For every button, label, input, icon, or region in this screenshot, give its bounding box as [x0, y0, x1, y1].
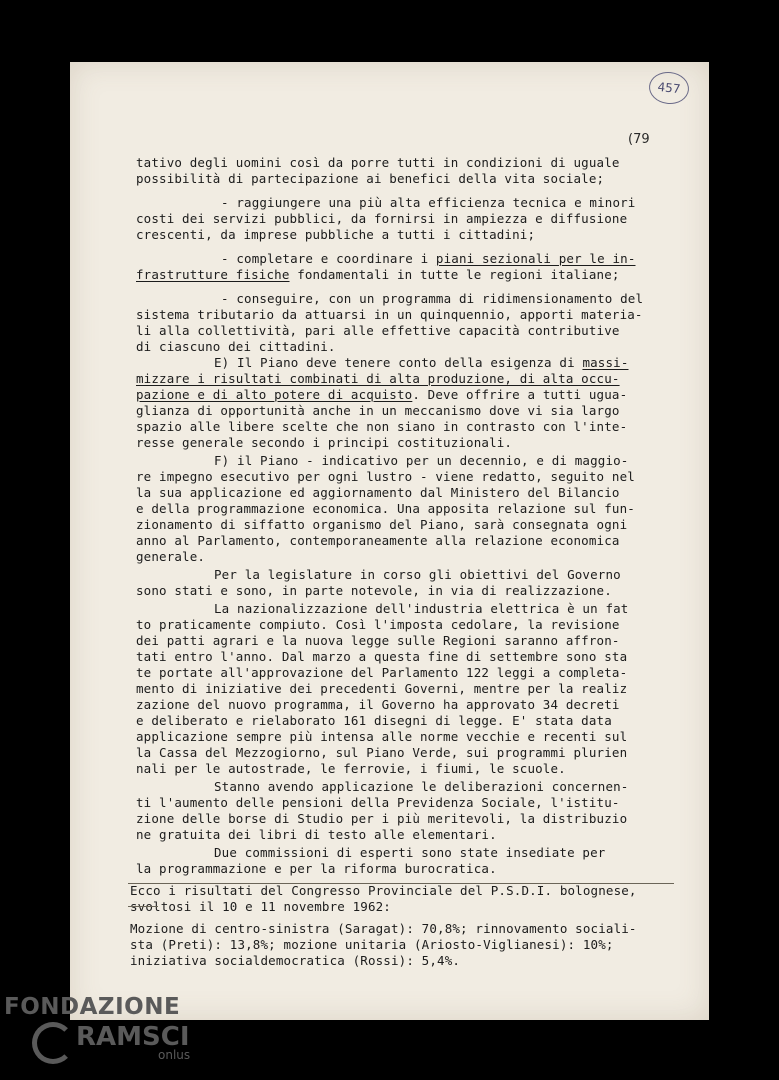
- logo-g-icon: [32, 1022, 74, 1064]
- underlined-phrase: frastrutture fisiche: [136, 267, 290, 282]
- page-number: (79: [628, 132, 650, 147]
- logo-text-gramsci: RAMSCI: [76, 1022, 190, 1052]
- text-line: - completare e coordinare i piani sezionali per le in-: [221, 251, 636, 266]
- text-line: resse generale secondo i principi costituzionali.: [136, 435, 513, 450]
- logo-text-onlus: onlus: [158, 1048, 191, 1062]
- text-line: Mozione di centro-sinistra (Saragat): 70,8%; rinnovamento sociali-: [130, 921, 637, 936]
- text-line: dei patti agrari e la nuova legge sulle Regioni saranno affron-: [136, 633, 620, 648]
- underlined-phrase: mizzare i risultati combinati di alta produzione, di alta occu-: [136, 371, 620, 386]
- text-line: nali per le autostrade, le ferrovie, i fiumi, le scuole.: [136, 761, 566, 776]
- text-line: tati entro l'anno. Dal marzo a questa fine di settembre sono sta: [136, 649, 628, 664]
- text-line: iniziativa socialdemocratica (Rossi): 5,4%.: [130, 953, 461, 968]
- text-line: la sua applicazione ed aggiornamento dal Ministero del Bilancio: [136, 485, 620, 500]
- text-line: e deliberato e rielaborato 161 disegni di legge. E' stata data: [136, 713, 612, 728]
- text-line: zionamento di siffatto organismo del Piano, sarà consegnata ogni: [136, 517, 628, 532]
- text-line: crescenti, da imprese pubbliche a tutti i cittadini;: [136, 227, 536, 242]
- text-line: generale.: [136, 549, 206, 564]
- logo-text-fondazione: FONDAZIONE: [4, 994, 181, 1020]
- text-line: Ecco i risultati del Congresso Provinciale del P.S.D.I. bolognese,: [130, 883, 637, 898]
- text-line: li alla collettività, pari alle effettive capacità contributive: [136, 323, 620, 338]
- archive-stamp: 457: [647, 70, 690, 106]
- underlined-phrase: piani sezionali per le in-: [435, 251, 636, 266]
- text-line: zione delle borse di Studio per i più meritevoli, la distribuzio: [136, 811, 628, 826]
- separator-line: [128, 883, 674, 884]
- text-line: la programmazione e per la riforma burocratica.: [136, 861, 497, 876]
- text-line: sta (Preti): 13,8%; mozione unitaria (Ariosto-Viglianesi): 10%;: [130, 937, 614, 952]
- text-line: te portate all'approvazione del Parlamento 122 leggi a completa-: [136, 665, 628, 680]
- text-line: la Cassa del Mezzogiorno, sul Piano Verde, sui programmi plurien: [136, 745, 628, 760]
- text-line: tativo degli uomini così da porre tutti in condizioni di uguale: [136, 155, 620, 170]
- underlined-phrase: pazione e di alto potere di acquisto: [136, 387, 413, 402]
- text-line: anno al Parlamento, contemporaneamente alla relazione economica: [136, 533, 620, 548]
- separator-line: [128, 906, 158, 907]
- text-line: costi dei servizi pubblici, da fornirsi in ampiezza e diffusione: [136, 211, 628, 226]
- text-line: sono stati e sono, in parte notevole, in via di realizzazione.: [136, 583, 612, 598]
- text-line: La nazionalizzazione dell'industria elettrica è un fat: [214, 601, 629, 616]
- text-line: mento di iniziative dei precedenti Governi, mentre per la realiz: [136, 681, 628, 696]
- text-line: Per la legislature in corso gli obiettivi del Governo: [214, 567, 621, 582]
- text-line: pazione e di alto potere di acquisto. Deve offrire a tutti ugua-: [136, 387, 628, 402]
- text-line: svoltosi il 10 e 11 novembre 1962:: [130, 899, 391, 914]
- text-line: Due commissioni di esperti sono state insediate per: [214, 845, 606, 860]
- text-line: to praticamente compiuto. Così l'imposta cedolare, la revisione: [136, 617, 620, 632]
- text-line: - raggiungere una più alta efficienza tecnica e minori: [221, 195, 636, 210]
- text-line: di ciascuno dei cittadini.: [136, 339, 336, 354]
- text-line: possibilità di partecipazione ai benefici della vita sociale;: [136, 171, 605, 186]
- text-line: ne gratuita dei libri di testo alle elementari.: [136, 827, 497, 842]
- text-line: spazio alle libere scelte che non siano in contrasto con l'inte-: [136, 419, 628, 434]
- text-line: [136, 371, 620, 387]
- text-line: e della programmazione economica. Una apposita relazione sul fun-: [136, 501, 635, 516]
- text-line: E) Il Piano deve tenere conto della esigenza di massi-: [214, 355, 629, 370]
- fondazione-gramsci-logo: [4, 992, 204, 1076]
- text-line: Stanno avendo applicazione le deliberazioni concernen-: [214, 779, 629, 794]
- text-line: applicazione sempre più intensa alle norme vecchie e recenti sul: [136, 729, 628, 744]
- text-line: glianza di opportunità anche in un meccanismo dove vi sia largo: [136, 403, 620, 418]
- text-line: ti l'aumento delle pensioni della Previdenza Sociale, l'istitu-: [136, 795, 620, 810]
- text-line: re impegno esecutivo per ogni lustro - viene redatto, seguito nel: [136, 469, 635, 484]
- underlined-phrase: massi-: [582, 355, 629, 370]
- text-line: F) il Piano - indicativo per un decennio, e di maggio-: [214, 453, 629, 468]
- text-line: frastrutture fisiche fondamentali in tutte le regioni italiane;: [136, 267, 620, 282]
- text-line: - conseguire, con un programma di ridimensionamento del: [221, 291, 644, 306]
- text-line: sistema tributario da attuarsi in un quinquennio, apporti materia-: [136, 307, 643, 322]
- text-line: zazione del nuovo programma, il Governo ha approvato 34 decreti: [136, 697, 620, 712]
